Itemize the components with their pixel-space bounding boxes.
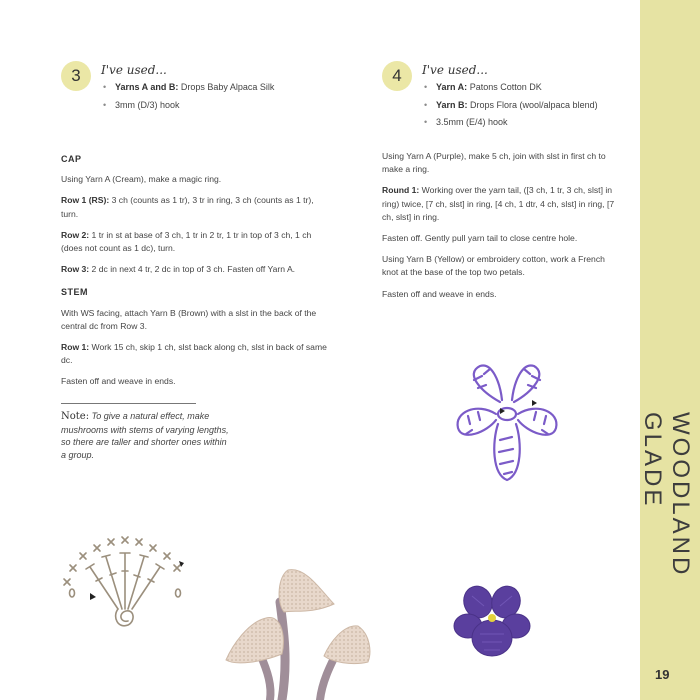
step-number-3-text: 3 <box>71 66 81 85</box>
used-title-3: I've used... <box>101 63 167 77</box>
material-item: • Yarn B: Drops Flora (wool/alpaca blend) <box>422 100 598 118</box>
step4-instructions <box>382 150 622 309</box>
material-item: • Yarns A and B: Drops Baby Alpaca Silk <box>101 82 274 100</box>
stem-row-1: Row 1: Work 15 ch, skip 1 ch, slst back along ch, slst in back of same dc. <box>61 342 327 366</box>
violet-chart-diagram <box>452 362 572 487</box>
materials-list-3 <box>101 82 274 117</box>
page-number: 19 <box>655 667 670 682</box>
material-item: • 3.5mm (E/4) hook <box>422 117 598 135</box>
step-number-4-text: 4 <box>392 66 402 85</box>
round-1: Round 1: Working over the yarn tail, ([3 ch, 1 tr, 3 ch, slst] in ring) twice, [7 ch, slst] in ring, [4 ch, 1 dtr, 4 ch, slst] in ring, [7 ch, slst] in ring. <box>382 185 615 222</box>
cap-intro: Using Yarn A (Cream), make a magic ring. <box>61 174 222 185</box>
stem-intro: With WS facing, attach Yarn B (Brown) with a slst in the back of the central dc from Row 3. <box>61 307 317 331</box>
cap-heading: CAP <box>61 154 82 164</box>
mushroom-chart-diagram <box>60 535 195 635</box>
fasten-off-4: Fasten off and weave in ends. <box>382 288 497 299</box>
row-1: Row 1 (RS): 3 ch (counts as 1 tr), 3 tr in ring, 3 ch (counts as 1 tr), turn. <box>61 195 314 219</box>
step-number-3 <box>61 61 91 91</box>
step-number-4 <box>382 61 412 91</box>
used-title-4: I've used... <box>422 63 488 77</box>
fasten-off-centre: Fasten off. Gently pull yarn tail to close centre hole. <box>382 233 578 244</box>
mushrooms-photo <box>222 562 372 700</box>
note-label: Note: <box>61 411 90 422</box>
row-2: Row 2: 1 tr in st at base of 3 ch, 1 tr in 2 tr, 1 tr in top of 3 ch, 1 ch (does not count as 1 dc), turn. <box>61 229 312 254</box>
step3-instructions <box>61 153 333 397</box>
stem-heading: STEM <box>61 287 89 298</box>
yarn-b-instruction: Using Yarn B (Yellow) or embroidery cotton, work a French knot at the base of the top two petals. <box>382 254 605 278</box>
materials-list-4 <box>422 82 598 135</box>
note-block <box>61 410 231 461</box>
note-divider <box>61 403 196 404</box>
row-3: Row 3: 2 dc in next 4 tr, 2 dc in top of 3 ch. Fasten off Yarn A. <box>61 264 296 275</box>
material-item: • 3mm (D/3) hook <box>101 100 274 118</box>
material-item: • Yarn A: Patons Cotton DK <box>422 82 598 100</box>
section-title: WOODLAND GLADE <box>639 412 694 578</box>
violet-photo <box>452 582 532 662</box>
step4-intro: Using Yarn A (Purple), make 5 ch, join with slst in first ch to make a ring. <box>382 151 606 175</box>
fasten-off-3: Fasten off and weave in ends. <box>61 376 176 387</box>
note-text: To give a natural effect, make mushrooms with stems of varying lengths, so there are taller and shorter ones within a group. <box>61 411 229 460</box>
